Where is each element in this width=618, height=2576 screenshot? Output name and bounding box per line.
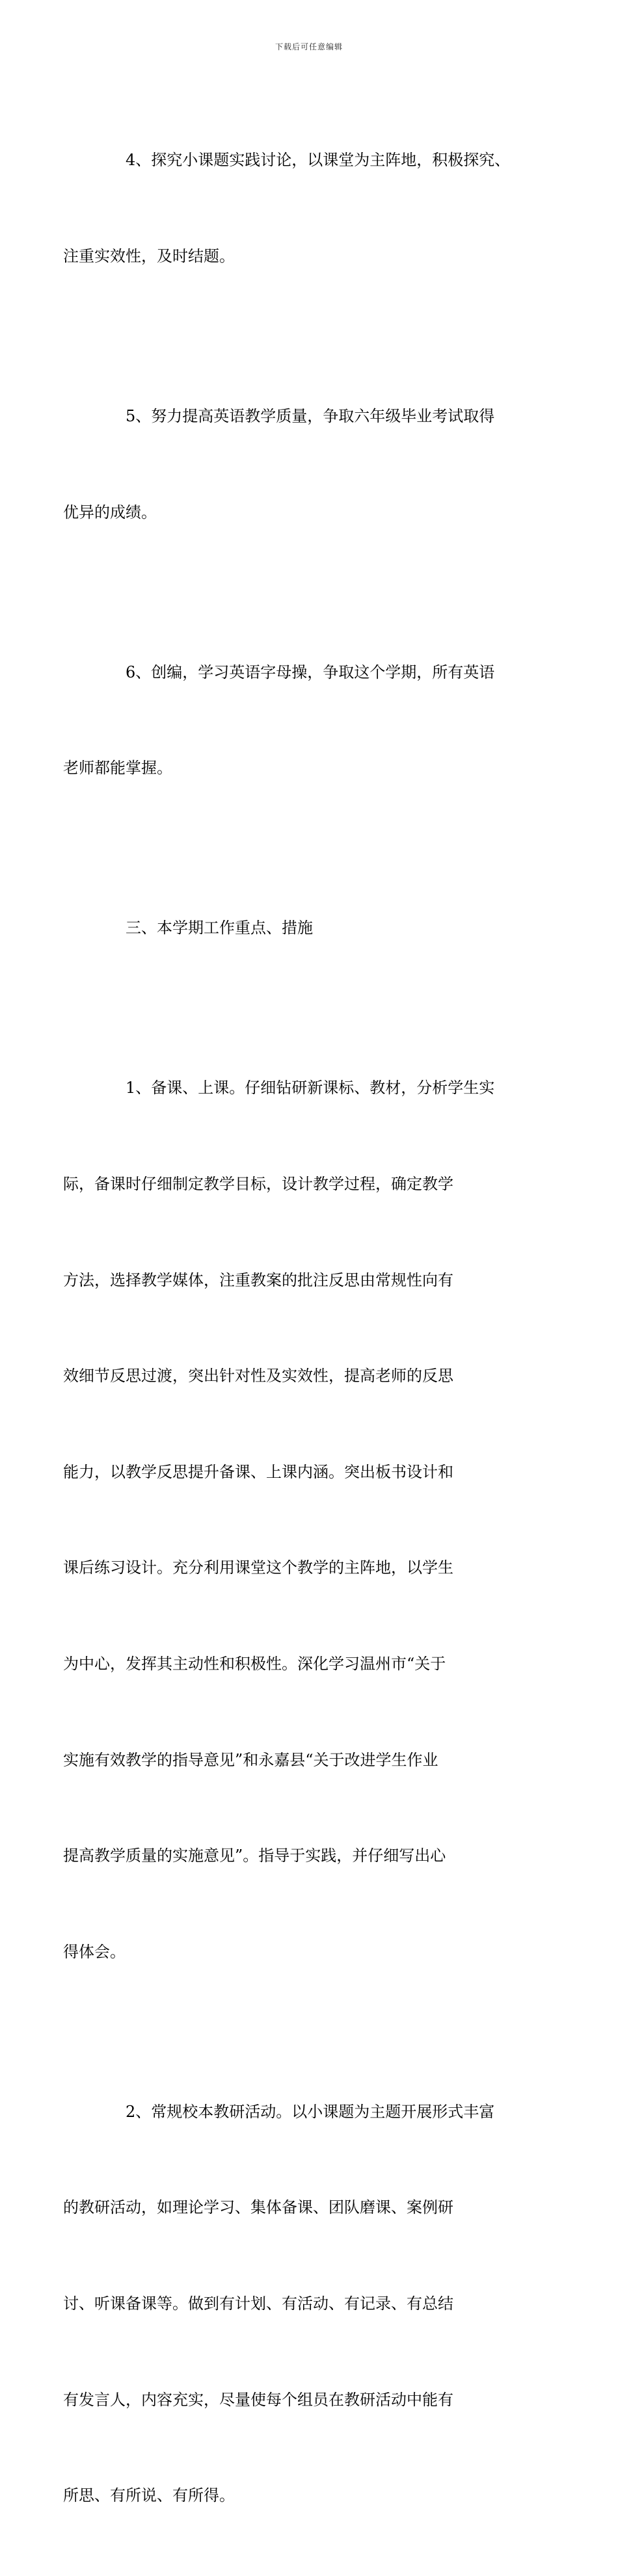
paragraph-line: 6、创编，学习英语字母操，争取这个学期，所有英语 — [126, 663, 495, 681]
paragraph-line: 的教研活动，如理论学习、集体备课、团队磨课、案例研 — [63, 2198, 453, 2217]
paragraph-line: 5、努力提高英语教学质量，争取六年级毕业考试取得 — [126, 407, 495, 426]
paragraph-line: 老师都能掌握。 — [63, 759, 172, 778]
paragraph-line: 为中心，发挥其主动性和积极性。深化学习温州市“关于 — [63, 1654, 446, 1673]
paragraph-line: 实施有效教学的指导意见”和永嘉县“关于改进学生作业 — [63, 1750, 438, 1769]
paragraph-line: 优异的成绩。 — [63, 503, 157, 521]
paragraph-measure-1 — [63, 1008, 524, 2032]
section-heading — [94, 848, 524, 1008]
paragraph-goal-5 — [63, 337, 524, 593]
paragraph-line: 所思、有所说、有所得。 — [63, 2486, 235, 2505]
paragraph-measure-2 — [63, 2032, 524, 2575]
paragraph-line: 得体会。 — [63, 1942, 126, 1961]
document-body — [63, 81, 524, 2576]
paragraph-line: 际，备课时仔细制定教学目标，设计教学过程，确定教学 — [63, 1174, 453, 1193]
paragraph-goal-6 — [63, 592, 524, 848]
section-heading-text: 三、本学期工作重点、措施 — [126, 919, 313, 938]
paragraph-line: 方法，选择教学媒体，注重教案的批注反思由常规性向有 — [63, 1270, 453, 1289]
paragraph-line: 能力，以教学反思提升备课、上课内涵。突出板书设计和 — [63, 1462, 453, 1481]
paragraph-line: 讨、听课备课等。做到有计划、有活动、有记录、有总结 — [63, 2294, 453, 2313]
paragraph-line: 注重实效性，及时结题。 — [63, 247, 235, 266]
paragraph-goal-4 — [63, 81, 524, 337]
paragraph-line: 1、备课、上课。仔细钻研新课标、教材，分析学生实 — [126, 1079, 495, 1097]
paragraph-line: 有发言人，内容充实，尽量使每个组员在教研活动中能有 — [63, 2390, 453, 2409]
paragraph-line: 课后练习设计。充分利用课堂这个教学的主阵地，以学生 — [63, 1558, 453, 1577]
paragraph-line: 提高教学质量的实施意见”。指导于实践，并仔细写出心 — [63, 1847, 446, 1865]
paragraph-line: 2、常规校本教研活动。以小课题为主题开展形式丰富 — [126, 2102, 495, 2121]
paragraph-line: 效细节反思过渡，突出针对性及实效性，提高老师的反思 — [63, 1367, 453, 1386]
paragraph-line: 4、探究小课题实践讨论，以课堂为主阵地，积极探究、 — [126, 151, 511, 170]
page-header: 下载后可任意编辑 — [275, 42, 343, 51]
